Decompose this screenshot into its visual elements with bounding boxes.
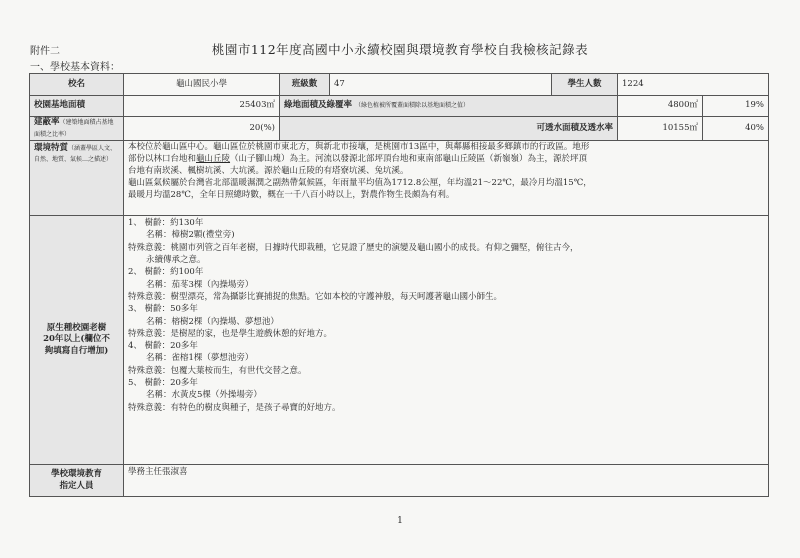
tree-significance: 特殊意義：是樹屋的家，也是學生遊戲休憩的好地方。 xyxy=(128,328,333,339)
env-line-3: 台地有南崁溪、楓樹坑溪、大坑溪。源於龜山丘陵的有塔寮坑溪、兔坑溪。 xyxy=(128,165,409,176)
green-area-note: （綠色植被所覆蓋面積除以基地面積之值） xyxy=(354,102,469,110)
trees-list xyxy=(124,216,769,465)
tree-name: 名稱：水黃皮5棵（外操場旁） xyxy=(146,390,262,401)
trees-label-cell xyxy=(30,216,124,465)
green-area-value: 4800㎡ xyxy=(618,96,703,117)
env-line-2 xyxy=(128,154,764,166)
trees-label-1: 原生種校園老樹 xyxy=(46,323,107,334)
permeable-area-value: 10155㎡ xyxy=(618,117,703,141)
annex-label: 附件二 xyxy=(30,46,60,57)
env-description xyxy=(124,141,769,216)
tree-significance: 特殊意義：包覆大葉桉而生，有世代交替之意。 xyxy=(128,365,307,376)
env-line-2c: （山子腳山塊）為主。河流以發源北部坪頂台地和東南部龜山丘陵區（新嶺嶺）為主，源於坪頂 xyxy=(230,153,588,164)
staff-label-cell xyxy=(30,465,124,497)
base-area-label: 校園基地面積 xyxy=(30,96,124,117)
trees-label-3: 夠填寫自行增加) xyxy=(44,345,109,356)
student-count-label: 學生人數 xyxy=(552,74,618,96)
tree-entry xyxy=(128,217,764,266)
row-staff xyxy=(30,465,769,497)
tree-significance: 特殊意義：桃園市列管之百年老樹，日據時代即栽種，它見證了歷史的演變及龜山國小的成長。有仰之彌堅，俯往古今， xyxy=(128,242,579,253)
env-label-cell xyxy=(30,141,124,216)
staff-value: 學務主任張淑喜 xyxy=(124,465,769,497)
page-number: 1 xyxy=(397,516,403,526)
tree-name: 名稱：雀榕1棵（夢想池旁） xyxy=(146,353,254,364)
tree-significance: 特殊意義：樹型漂亮，常為攝影比賽捕捉的焦點。它如本校的守護神般，每天呵護著龜山國小師生。 xyxy=(128,291,503,302)
row-environment xyxy=(30,141,769,216)
class-count-value: 47 xyxy=(330,74,552,96)
row-old-trees xyxy=(30,216,769,465)
permeable-rate-value: 40% xyxy=(703,117,769,141)
coverage-value: 20(%) xyxy=(124,117,280,141)
coverage-label: 建蔽率 xyxy=(34,117,60,128)
green-area-label-cell xyxy=(280,96,618,117)
env-line-4: 龜山區氣候屬於台灣省北部溫暖濕潤之副熱帶氣候區，年雨量平均值為1712.8公厘，年均溫21～22℃，最冷月均溫15℃， xyxy=(128,177,592,188)
section-heading: 一、學校基本資料： xyxy=(30,62,120,73)
coverage-label-cell xyxy=(30,117,124,141)
env-label: 環境特質 xyxy=(34,143,69,153)
env-note: （涵蓋學區人文、自然、地質、氣候…之描述） xyxy=(34,145,117,164)
tree-age: 4、 樹齡：20多年 xyxy=(128,341,198,352)
env-line-2a: 部份以林口台地和 xyxy=(128,153,197,164)
tree-age: 2、 樹齡：約100年 xyxy=(128,267,204,278)
permeable-label: 可透水面積及透水率 xyxy=(280,117,618,141)
tree-name: 名稱：榕樹2棵（內操場、夢想池） xyxy=(146,316,279,327)
school-info-table xyxy=(29,73,769,497)
student-count-value: 1224 xyxy=(618,74,769,96)
env-line-5: 最暖月均溫28℃，全年日照總時數，概在一千八百小時以上，對農作物生長頗為有利。 xyxy=(128,189,455,200)
school-name-label: 校名 xyxy=(30,74,124,96)
base-area-value: 25403㎡ xyxy=(124,96,280,117)
row-coverage xyxy=(30,117,769,141)
green-rate-value: 19% xyxy=(703,96,769,117)
staff-label-1: 學校環境教育 xyxy=(50,469,102,480)
env-line-1: 本校位於龜山區中心。龜山區位於桃園市東北方，與新北市接壤，是桃園市13區中，與鄰縣相接最多鄉鎮市的行政區。地形 xyxy=(128,142,590,152)
tree-age: 1、 樹齡：約130年 xyxy=(128,218,204,228)
trees-label-2: 20年以上(欄位不 xyxy=(43,334,110,345)
coverage-note: （建築地面積占基地面積之比率） xyxy=(34,119,114,138)
tree-entry xyxy=(128,303,764,340)
tree-age: 5、 樹齡：20多年 xyxy=(128,378,198,389)
class-count-label: 班級數 xyxy=(280,74,330,96)
green-area-label: 綠地面積及綠覆率 xyxy=(284,100,353,111)
tree-name: 名稱：茄苳3棵（內操場旁） xyxy=(146,279,254,290)
env-line-2b: 龜山丘陵 xyxy=(196,153,231,164)
page-title: 桃園市112年度高國中小永續校園與環境教育學校自我檢核記錄表 xyxy=(211,42,589,57)
tree-name: 名稱：樟樹2顆(禮堂旁) xyxy=(146,230,235,241)
tree-entry xyxy=(128,340,764,377)
tree-entry xyxy=(128,266,764,303)
tree-age: 3、 樹齡：50多年 xyxy=(128,304,198,315)
row-school-name xyxy=(30,74,769,96)
staff-label-2: 指定人員 xyxy=(59,480,94,491)
tree-significance: 特殊意義：有特色的樹皮與種子，是孩子尋寶的好地方。 xyxy=(128,402,341,413)
school-name-value: 龜山國民小學 xyxy=(124,74,280,96)
tree-entry xyxy=(128,377,764,414)
row-base-area xyxy=(30,96,769,117)
tree-significance-cont: 永續傳承之意。 xyxy=(146,254,206,265)
